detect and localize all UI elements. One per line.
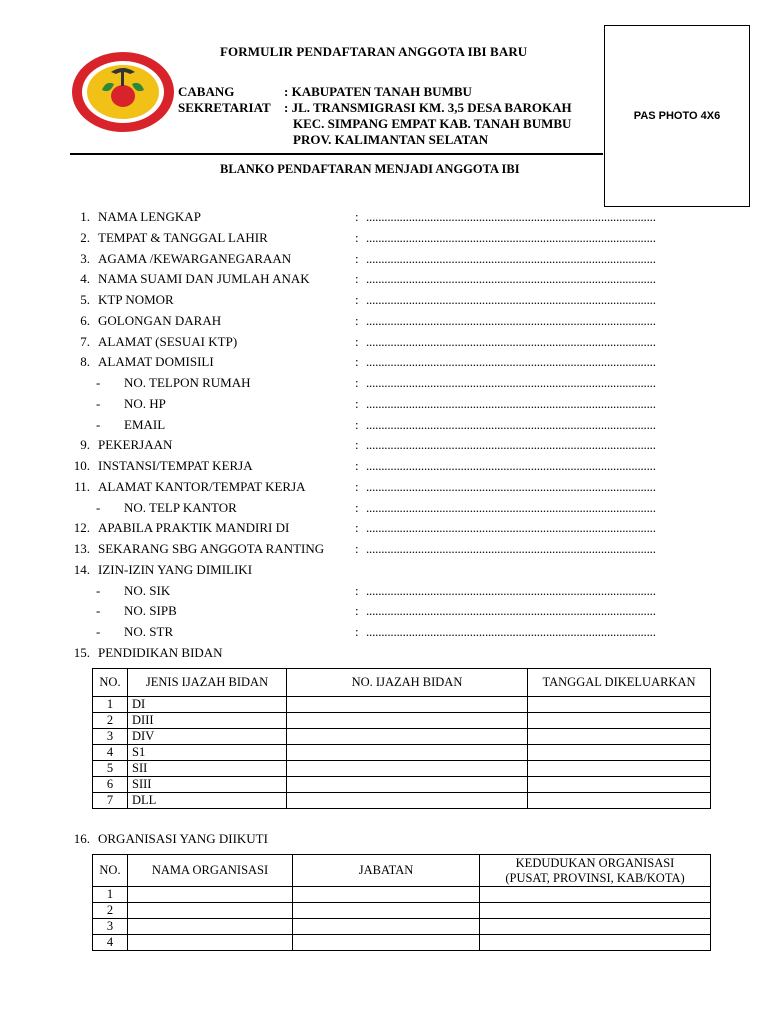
org-level-cell[interactable] xyxy=(480,903,711,919)
position-cell[interactable] xyxy=(293,903,480,919)
row-number: 7 xyxy=(93,793,128,809)
col-no: NO. xyxy=(93,669,128,697)
item-colon: : xyxy=(355,458,359,473)
item-colon: : xyxy=(355,499,359,515)
item-label: EMAIL xyxy=(124,416,166,432)
item-number: - xyxy=(96,416,101,432)
item-colon: : xyxy=(355,541,359,556)
row-number: 3 xyxy=(93,919,128,935)
ijazah-type: S1 xyxy=(128,745,287,761)
item-colon: : xyxy=(355,375,359,390)
cabang-line xyxy=(178,84,472,100)
col-no: NO. xyxy=(93,855,128,887)
fill-in-line[interactable]: ............................................................................................... xyxy=(366,478,656,494)
table-row xyxy=(93,761,711,777)
item-colon: : xyxy=(355,292,359,307)
position-cell[interactable] xyxy=(293,887,480,903)
ijazah-number-cell[interactable] xyxy=(287,713,528,729)
fill-in-line[interactable]: ............................................................................................... xyxy=(366,437,656,453)
item-colon: : xyxy=(355,478,359,494)
header-divider xyxy=(70,153,603,155)
item-colon: : xyxy=(355,520,359,536)
row-number: 4 xyxy=(93,935,128,951)
ijazah-number-cell[interactable] xyxy=(287,793,528,809)
item-number: 15. xyxy=(73,644,90,660)
table-row xyxy=(93,777,711,793)
row-number: 2 xyxy=(93,713,128,729)
item-number: 3. xyxy=(80,250,90,266)
fill-in-line[interactable]: ............................................................................................... xyxy=(366,520,656,536)
item-number: 11. xyxy=(74,478,90,494)
ijazah-type: DI xyxy=(128,697,287,713)
item-label: SEKARANG SBG ANGGOTA RANTING xyxy=(98,541,325,556)
fill-in-line[interactable]: ............................................................................................... xyxy=(366,292,656,307)
item-label: APABILA PRAKTIK MANDIRI DI xyxy=(98,520,290,536)
item-colon: : xyxy=(355,354,359,370)
item-number: 2. xyxy=(80,229,90,245)
item-number: 9. xyxy=(80,437,90,453)
issue-date-cell[interactable] xyxy=(528,777,711,793)
row-number: 6 xyxy=(93,777,128,793)
item-label: NAMA LENGKAP xyxy=(98,209,201,224)
item-number: 8. xyxy=(80,354,90,370)
ibi-logo xyxy=(70,50,176,134)
item-label: INSTANSI/TEMPAT KERJA xyxy=(98,458,253,473)
col-no-ijazah: NO. IJAZAH BIDAN xyxy=(287,669,528,697)
table-row xyxy=(93,903,711,919)
ijazah-number-cell[interactable] xyxy=(287,697,528,713)
item-colon: : xyxy=(355,333,359,349)
fill-in-line[interactable]: ............................................................................................... xyxy=(366,250,656,266)
org-name-cell[interactable] xyxy=(128,935,293,951)
item-number: 5. xyxy=(80,292,90,307)
photo-label: PAS PHOTO 4X6 xyxy=(633,110,721,122)
item-number: 13. xyxy=(73,541,90,556)
item-number: - xyxy=(96,395,101,411)
ijazah-type: DIV xyxy=(128,729,287,745)
cabang-label: CABANG xyxy=(178,84,235,99)
item-colon: : xyxy=(355,271,359,287)
col-jenis-ijazah: JENIS IJAZAH BIDAN xyxy=(128,669,287,697)
kedudukan-line-1: KEDUDUKAN ORGANISASI xyxy=(515,855,675,870)
organization-table xyxy=(92,854,711,951)
item-label: NO. TELP KANTOR xyxy=(124,499,237,515)
photo-placeholder xyxy=(604,25,750,207)
item-label: KTP NOMOR xyxy=(98,292,174,307)
item-label: NO. STR xyxy=(124,624,174,639)
fill-in-line[interactable]: ............................................................................................... xyxy=(366,416,656,432)
fill-in-line[interactable]: ............................................................................................... xyxy=(366,541,656,556)
item-number: - xyxy=(96,582,101,598)
address-line-2: KEC. SIMPANG EMPAT KAB. TANAH BUMBU xyxy=(293,116,572,131)
item-colon: : xyxy=(355,312,359,328)
item-label: PEKERJAAN xyxy=(98,437,173,453)
fill-in-line[interactable]: ............................................................................................... xyxy=(366,624,656,639)
item-colon: : xyxy=(355,582,359,598)
item-number: - xyxy=(96,499,101,515)
item-label: GOLONGAN DARAH xyxy=(98,312,222,328)
ijazah-number-cell[interactable] xyxy=(287,745,528,761)
issue-date-cell[interactable] xyxy=(528,745,711,761)
form-subtitle: BLANKO PENDAFTARAN MENJADI ANGGOTA IBI xyxy=(220,162,520,176)
org-table-header xyxy=(93,855,711,887)
fill-in-line[interactable]: ............................................................................................... xyxy=(366,603,656,619)
fill-in-line[interactable]: ............................................................................................... xyxy=(366,375,656,390)
item-colon: : xyxy=(355,624,359,639)
table-row xyxy=(93,935,711,951)
item-number: 1. xyxy=(80,209,90,224)
table-row xyxy=(93,697,711,713)
item-number: 10. xyxy=(73,458,90,473)
item-colon: : xyxy=(355,416,359,432)
item-label: ORGANISASI YANG DIIKUTI xyxy=(98,831,268,846)
education-table-header xyxy=(93,669,711,697)
item-number: - xyxy=(96,375,101,390)
item-number: 6. xyxy=(80,312,90,328)
item-number: 7. xyxy=(80,333,90,349)
fill-in-line[interactable]: ............................................................................................... xyxy=(366,354,656,370)
row-number: 1 xyxy=(93,887,128,903)
ijazah-number-cell[interactable] xyxy=(287,729,528,745)
col-nama-organisasi: NAMA ORGANISASI xyxy=(128,855,293,887)
fill-in-line[interactable]: ............................................................................................... xyxy=(366,395,656,411)
item-label: IZIN-IZIN YANG DIMILIKI xyxy=(98,561,253,577)
org-name-cell[interactable] xyxy=(128,919,293,935)
item-label: NO. HP xyxy=(124,395,166,411)
form-title: FORMULIR PENDAFTARAN ANGGOTA IBI BARU xyxy=(220,44,528,59)
table-row xyxy=(93,887,711,903)
fill-in-line[interactable]: ............................................................................................... xyxy=(366,582,656,598)
fill-in-line[interactable]: ............................................................................................... xyxy=(366,499,656,515)
item-colon: : xyxy=(355,250,359,266)
education-table xyxy=(92,668,711,809)
issue-date-cell[interactable] xyxy=(528,729,711,745)
sekretariat-line xyxy=(178,100,572,116)
ijazah-number-cell[interactable] xyxy=(287,761,528,777)
item-colon: : xyxy=(355,395,359,411)
col-kedudukan xyxy=(480,855,711,887)
table-row xyxy=(93,919,711,935)
fill-in-line[interactable]: ............................................................................................... xyxy=(366,458,656,473)
item-label: NO. TELPON RUMAH xyxy=(124,375,251,390)
item-number: - xyxy=(96,624,101,639)
org-level-cell[interactable] xyxy=(480,887,711,903)
row-number: 4 xyxy=(93,745,128,761)
fill-in-line[interactable]: ............................................................................................... xyxy=(366,229,656,245)
row-number: 3 xyxy=(93,729,128,745)
table-row xyxy=(93,745,711,761)
sekretariat-label: SEKRETARIAT xyxy=(178,100,271,115)
item-label: NO. SIPB xyxy=(124,603,177,619)
issue-date-cell[interactable] xyxy=(528,793,711,809)
item-label: ALAMAT KANTOR/TEMPAT KERJA xyxy=(98,478,306,494)
ijazah-type: SII xyxy=(128,761,287,777)
table-row xyxy=(93,729,711,745)
org-name-cell[interactable] xyxy=(128,903,293,919)
position-cell[interactable] xyxy=(293,935,480,951)
ijazah-type: SIII xyxy=(128,777,287,793)
sekretariat-value: : JL. TRANSMIGRASI KM. 3,5 DESA BAROKAH xyxy=(284,100,572,115)
item-number: 12. xyxy=(73,520,90,536)
item-number: 14. xyxy=(73,561,90,577)
item-colon: : xyxy=(355,229,359,245)
item-label: AGAMA /KEWARGANEGARAAN xyxy=(98,250,292,266)
issue-date-cell[interactable] xyxy=(528,697,711,713)
item-label: ALAMAT DOMISILI xyxy=(98,354,214,370)
kedudukan-line-2: (PUSAT, PROVINSI, KAB/KOTA) xyxy=(505,870,685,885)
item-number: 4. xyxy=(80,271,90,287)
item-label: TEMPAT & TANGGAL LAHIR xyxy=(98,229,268,245)
issue-date-cell[interactable] xyxy=(528,761,711,777)
item-number: - xyxy=(96,603,101,619)
item-label: PENDIDIKAN BIDAN xyxy=(98,644,223,660)
ijazah-type: DLL xyxy=(128,793,287,809)
address-line-3: PROV. KALIMANTAN SELATAN xyxy=(293,132,489,147)
item-colon: : xyxy=(355,209,359,224)
fill-in-line[interactable]: ............................................................................................... xyxy=(366,312,656,328)
ijazah-number-cell[interactable] xyxy=(287,777,528,793)
org-level-cell[interactable] xyxy=(480,919,711,935)
org-level-cell[interactable] xyxy=(480,935,711,951)
item-colon: : xyxy=(355,437,359,453)
cabang-value: : KABUPATEN TANAH BUMBU xyxy=(284,84,472,99)
issue-date-cell[interactable] xyxy=(528,713,711,729)
col-jabatan: JABATAN xyxy=(293,855,480,887)
org-name-cell[interactable] xyxy=(128,887,293,903)
table-row xyxy=(93,713,711,729)
row-number: 2 xyxy=(93,903,128,919)
item-label: ALAMAT (SESUAI KTP) xyxy=(98,333,238,349)
col-tanggal: TANGGAL DIKELUARKAN xyxy=(528,669,711,697)
fill-in-line[interactable]: ............................................................................................... xyxy=(366,271,656,287)
item-label: NAMA SUAMI DAN JUMLAH ANAK xyxy=(98,271,310,287)
row-number: 1 xyxy=(93,697,128,713)
fill-in-line[interactable]: ............................................................................................... xyxy=(366,333,656,349)
position-cell[interactable] xyxy=(293,919,480,935)
fill-in-line[interactable]: ............................................................................................... xyxy=(366,209,656,224)
item-label: NO. SIK xyxy=(124,582,171,598)
table-row xyxy=(93,793,711,809)
row-number: 5 xyxy=(93,761,128,777)
ijazah-type: DIII xyxy=(128,713,287,729)
item-colon: : xyxy=(355,603,359,619)
item-number: 16. xyxy=(73,831,90,846)
